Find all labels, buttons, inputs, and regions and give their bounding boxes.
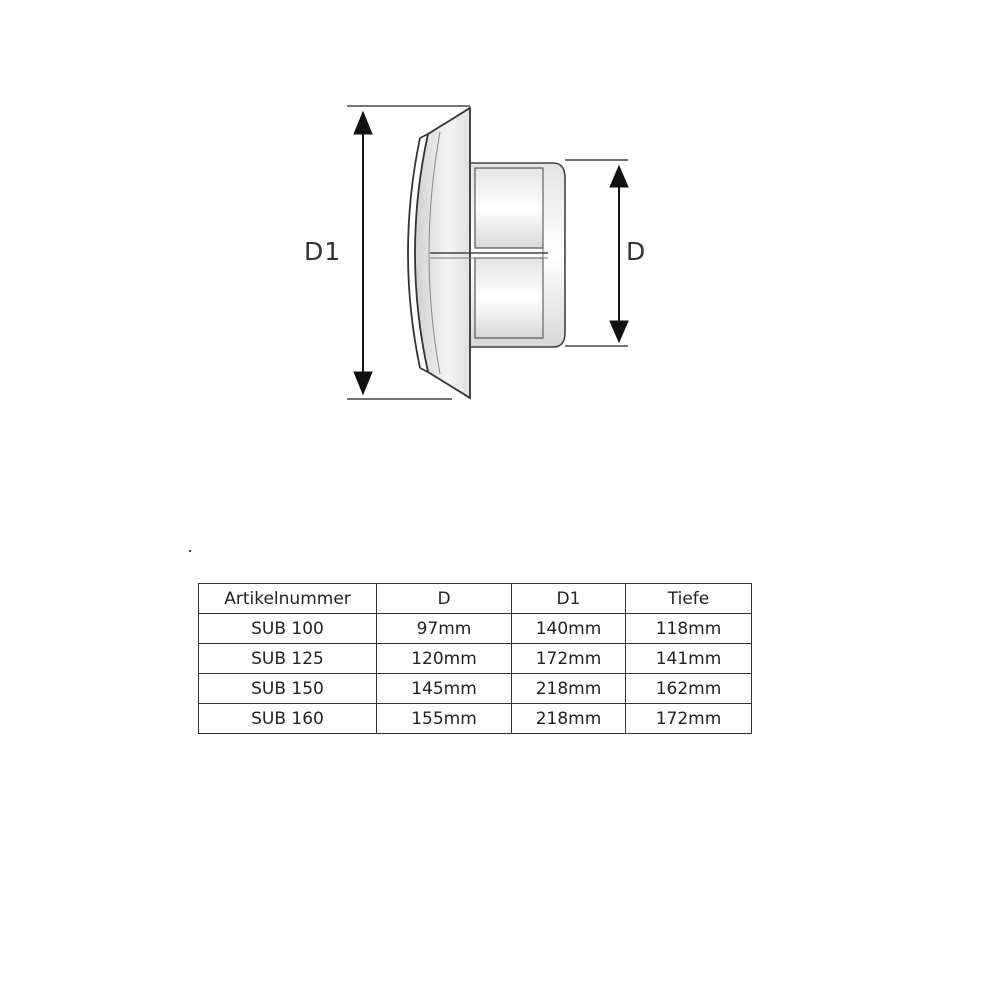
cell-d1: 218mm (512, 674, 626, 704)
cell-d1: 172mm (512, 644, 626, 674)
cell-tiefe: 162mm (626, 674, 752, 704)
cell-artikelnummer: SUB 100 (199, 614, 377, 644)
table-row (199, 674, 752, 704)
d1-dimension-label: D1 (304, 237, 342, 266)
d-dimension-label: D (626, 237, 647, 266)
d1-dimension-arrow (354, 112, 372, 394)
cell-artikelnummer: SUB 160 (199, 704, 377, 734)
cell-d: 155mm (377, 704, 512, 734)
header-artikelnummer: Artikelnummer (199, 584, 377, 614)
stray-dot (189, 550, 191, 552)
cell-artikelnummer: SUB 125 (199, 644, 377, 674)
cell-d: 120mm (377, 644, 512, 674)
cell-d1: 140mm (512, 614, 626, 644)
table-row (199, 704, 752, 734)
table-header-row (199, 584, 752, 614)
dimension-table (198, 583, 752, 734)
table-row (199, 614, 752, 644)
table-row (199, 644, 752, 674)
header-d1: D1 (512, 584, 626, 614)
header-d: D (377, 584, 512, 614)
vent-tube (468, 163, 565, 347)
cell-tiefe: 118mm (626, 614, 752, 644)
cell-d: 97mm (377, 614, 512, 644)
cell-d1: 218mm (512, 704, 626, 734)
cell-d: 145mm (377, 674, 512, 704)
cell-artikelnummer: SUB 150 (199, 674, 377, 704)
header-tiefe: Tiefe (626, 584, 752, 614)
cell-tiefe: 172mm (626, 704, 752, 734)
cell-tiefe: 141mm (626, 644, 752, 674)
vent-cover (408, 108, 548, 398)
